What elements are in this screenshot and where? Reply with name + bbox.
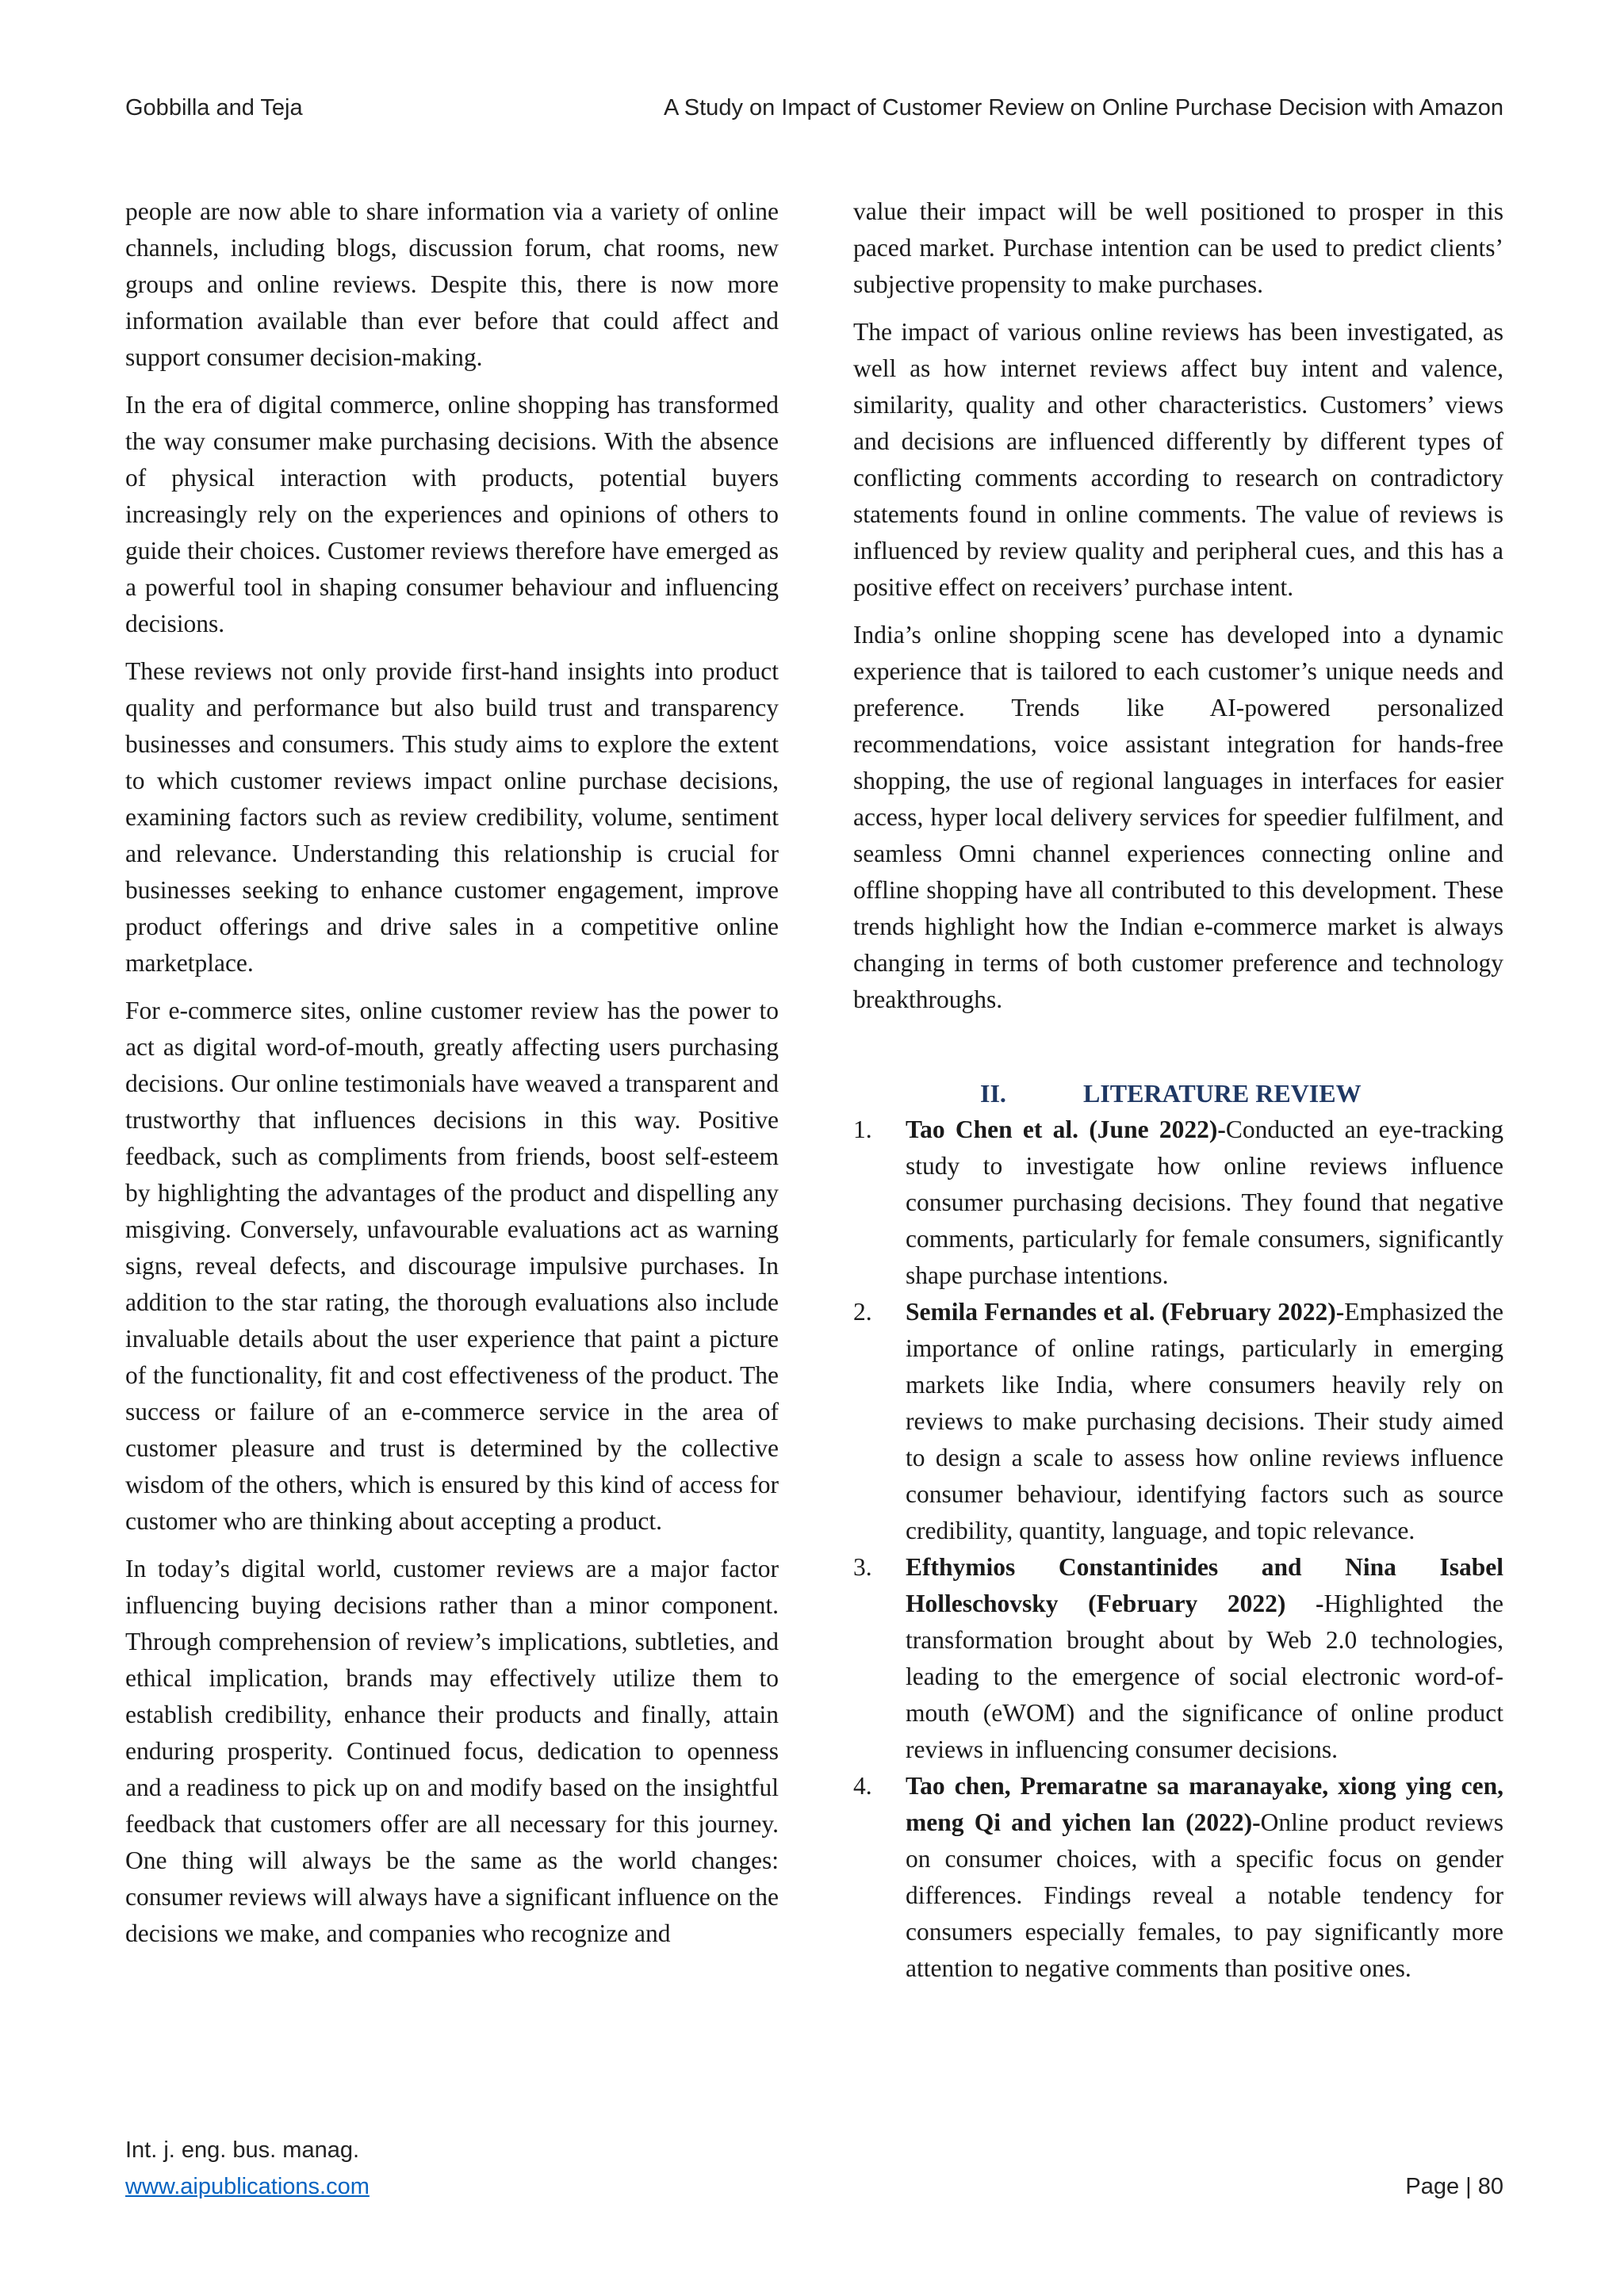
item-text: Online product reviews on consumer choices, with a specific focus on gender differences. Findings reveal a notable tendency for consumers especially females, to pay significantly more attention to negative comments than positive ones. bbox=[906, 1808, 1503, 1982]
item-number: 2. bbox=[853, 1298, 872, 1326]
item-text: Emphasized the importance of online ratings, particularly in emerging markets like India, where consumers heavily rely on reviews to make purchasing decisions. Their study aimed to design a scale to assess how online reviews influence consumer behaviour, identifying factors such as source credibility, quantity, language, and topic relevance. bbox=[906, 1298, 1503, 1544]
section-title: LITERATURE REVIEW bbox=[1083, 1079, 1362, 1108]
body-paragraph: India’s online shopping scene has developed into a dynamic experience that is tailored to each customer’s unique needs and preference. Trends like AI-powered personalized recommendations, voice assistant integration for hands-free shopping, the use of regional languages in interfaces for easier access, hyper local delivery services for speedier fulfilment, and seamless Omni channel experiences connecting online and offline shopping have all contributed to this development. These trends highlight how the Indian e-commerce market is always changing in terms of both customer preference and technology breakthroughs. bbox=[853, 621, 1503, 1013]
item-number: 1. bbox=[853, 1115, 872, 1143]
item-text: Highlighted the transformation brought about by Web 2.0 technologies, leading to the emergence of social electronic word-of-mouth (eWOM) and the significance of online product reviews in influencing consumer decisions. bbox=[906, 1590, 1503, 1763]
literature-item bbox=[853, 1112, 1503, 1294]
body-paragraph: The impact of various online reviews has been investigated, as well as how internet reviews affect buy intent and valence, similarity, quality and other characteristics. Customers’ views and decisions are influenced differently by different types of conflicting comments according to research on contradictory statements found in online comments. The value of reviews is influenced by review quality and peripheral cues, and this has a positive effect on receivers’ purchase intent. bbox=[853, 318, 1503, 601]
header-paper-title: A Study on Impact of Customer Review on Online Purchase Decision with Amazon bbox=[663, 95, 1503, 121]
body-paragraph: In the era of digital commerce, online shopping has transformed the way consumer make purchasing decisions. With the absence of physical interaction with products, potential buyers increasingly rely on the experiences and opinions of others to guide their choices. Customer reviews therefore have emerged as a powerful tool in shaping consumer behaviour and influencing decisions. bbox=[125, 391, 779, 637]
item-number: 3. bbox=[853, 1553, 872, 1581]
item-text: Conducted an eye-tracking study to investigate how online reviews influence consumer purchasing decisions. They found that negative comments, particularly for female consumers, significantly shape purchase intentions. bbox=[906, 1115, 1503, 1289]
body-paragraph: These reviews not only provide first-hand insights into product quality and performance but also build trust and transparency businesses and consumers. This study aims to explore the extent to which customer reviews impact online purchase decisions, examining factors such as review credibility, volume, sentiment and relevance. Understanding this relationship is crucial for businesses seeking to enhance customer engagement, improve product offerings and drive sales in a competitive online marketplace. bbox=[125, 657, 779, 977]
footer-website-link[interactable]: www.aipublications.com bbox=[125, 2174, 370, 2199]
footer-journal: Int. j. eng. bus. manag. bbox=[125, 2137, 360, 2163]
left-column bbox=[125, 193, 779, 1963]
literature-list bbox=[853, 1112, 1503, 1987]
body-paragraph: For e-commerce sites, online customer review has the power to act as digital word-of-mouth, greatly affecting users purchasing decisions. Our online testimonials have weaved a transparent and trustworthy that influences decisions in this way. Positive feedback, such as compliments from friends, boost self-esteem by highlighting the advantages of the product and dispelling any misgiving. Conversely, unfavourable evaluations act as warning signs, reveal defects, and discourage impulsive purchases. In addition to the star rating, the thorough evaluations also include invaluable details about the user experience that paint a picture of the functionality, fit and cost effectiveness of the product. The success or failure of an e-commerce service in the area of customer pleasure and trust is determined by the collective wisdom of the others, which is ensured by this kind of access for customer who are thinking about accepting a product. bbox=[125, 997, 779, 1535]
item-number: 4. bbox=[853, 1772, 872, 1800]
item-reference: Semila Fernandes et al. (February 2022)- bbox=[906, 1298, 1345, 1326]
item-reference: Tao Chen et al. (June 2022)- bbox=[906, 1115, 1226, 1143]
body-paragraph: people are now able to share information via a variety of online channels, including blogs, discussion forum, chat rooms, new groups and online reviews. Despite this, there is now more information available than ever before that could affect and support consumer decision-making. bbox=[125, 197, 779, 371]
section-heading bbox=[853, 1075, 1503, 1112]
literature-item bbox=[853, 1549, 1503, 1768]
section-number: II. bbox=[980, 1079, 1006, 1108]
item-reference: Efthymios Constantinides and Nina Isabel Holleschovsky (February 2022) - bbox=[906, 1553, 1503, 1617]
right-column bbox=[853, 193, 1503, 1987]
literature-item bbox=[853, 1768, 1503, 1987]
running-header bbox=[125, 95, 1503, 130]
literature-item bbox=[853, 1294, 1503, 1549]
item-reference: Tao chen, Premaratne sa maranayake, xiong ying cen, meng Qi and yichen lan (2022)- bbox=[906, 1772, 1503, 1836]
body-paragraph: value their impact will be well positioned to prosper in this paced market. Purchase intention can be used to predict clients’ subjective propensity to make purchases. bbox=[853, 197, 1503, 298]
header-authors: Gobbilla and Teja bbox=[125, 95, 303, 121]
body-paragraph: In today’s digital world, customer reviews are a major factor influencing buying decisions rather than a minor component. Through comprehension of review’s implications, subtleties, and ethical implication, brands may effectively utilize them to establish credibility, enhance their products and finally, attain enduring prosperity. Continued focus, dedication to openness and a readiness to pick up on and modify based on the insightful feedback that customers offer are all necessary for this journey. One thing will always be the same as the world changes: consumer reviews will always have a significant influence on the decisions we make, and companies who recognize and bbox=[125, 1555, 779, 1947]
footer-page-number: Page | 80 bbox=[1405, 2174, 1503, 2199]
